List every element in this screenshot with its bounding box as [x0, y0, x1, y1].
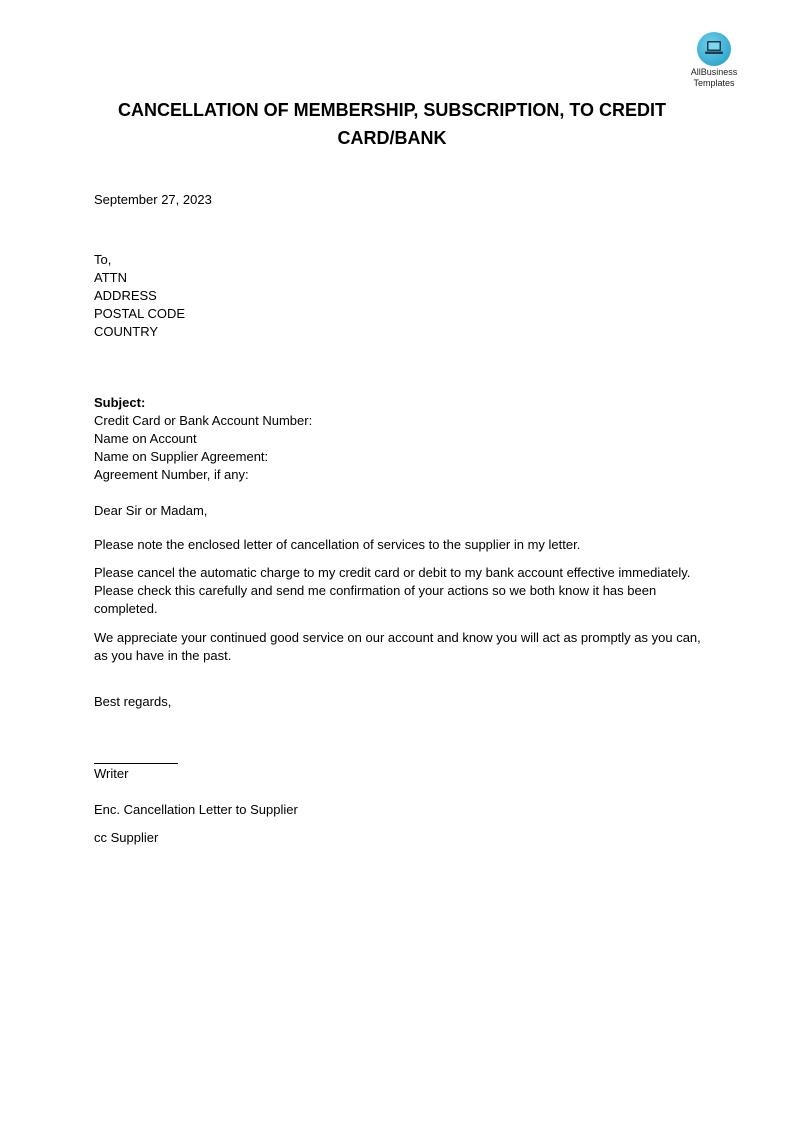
subject-line: Name on Account [94, 431, 197, 446]
logo-badge [697, 32, 731, 66]
document-title: CANCELLATION OF MEMBERSHIP, SUBSCRIPTION, TO CREDIT CARD/BANK [117, 100, 667, 148]
recipient-country: COUNTRY [94, 324, 159, 339]
logo-text-line1: AllBusiness [690, 67, 738, 77]
body-paragraph: We appreciate your continued good service on our account and know you will act as promptly as you can, as you have in the past. [94, 630, 701, 663]
recipient-attn: ATTN [94, 270, 127, 285]
recipient-block [94, 251, 704, 341]
cc-note: cc Supplier [94, 830, 159, 845]
body-paragraph: Please note the enclosed letter of cancellation of services to the supplier in my letter. [94, 537, 581, 552]
letter-date: September 27, 2023 [94, 192, 212, 207]
recipient-postal-code: POSTAL CODE [94, 306, 186, 321]
subject-line: Name on Supplier Agreement: [94, 449, 269, 464]
body-paragraph: Please cancel the automatic charge to my credit card or debit to my bank account effective immediately. Please check this carefully and send me confirmation of your actions so we both know it has been completed. [94, 565, 691, 616]
closing: Best regards, [94, 694, 172, 709]
allbusiness-templates-logo [684, 32, 744, 88]
salutation: Dear Sir or Madam, [94, 503, 208, 518]
laptop-icon [704, 40, 724, 56]
enclosure-note: Enc. Cancellation Letter to Supplier [94, 802, 298, 817]
signature-line [94, 763, 178, 764]
subject-line: Agreement Number, if any: [94, 467, 249, 482]
subject-block [94, 394, 704, 484]
recipient-address: ADDRESS [94, 288, 157, 303]
logo-text-line2: Templates [693, 78, 735, 88]
subject-label: Subject: [94, 395, 146, 410]
recipient-greeting: To, [94, 252, 112, 267]
signature-name: Writer [94, 766, 129, 781]
subject-line: Credit Card or Bank Account Number: [94, 413, 313, 428]
